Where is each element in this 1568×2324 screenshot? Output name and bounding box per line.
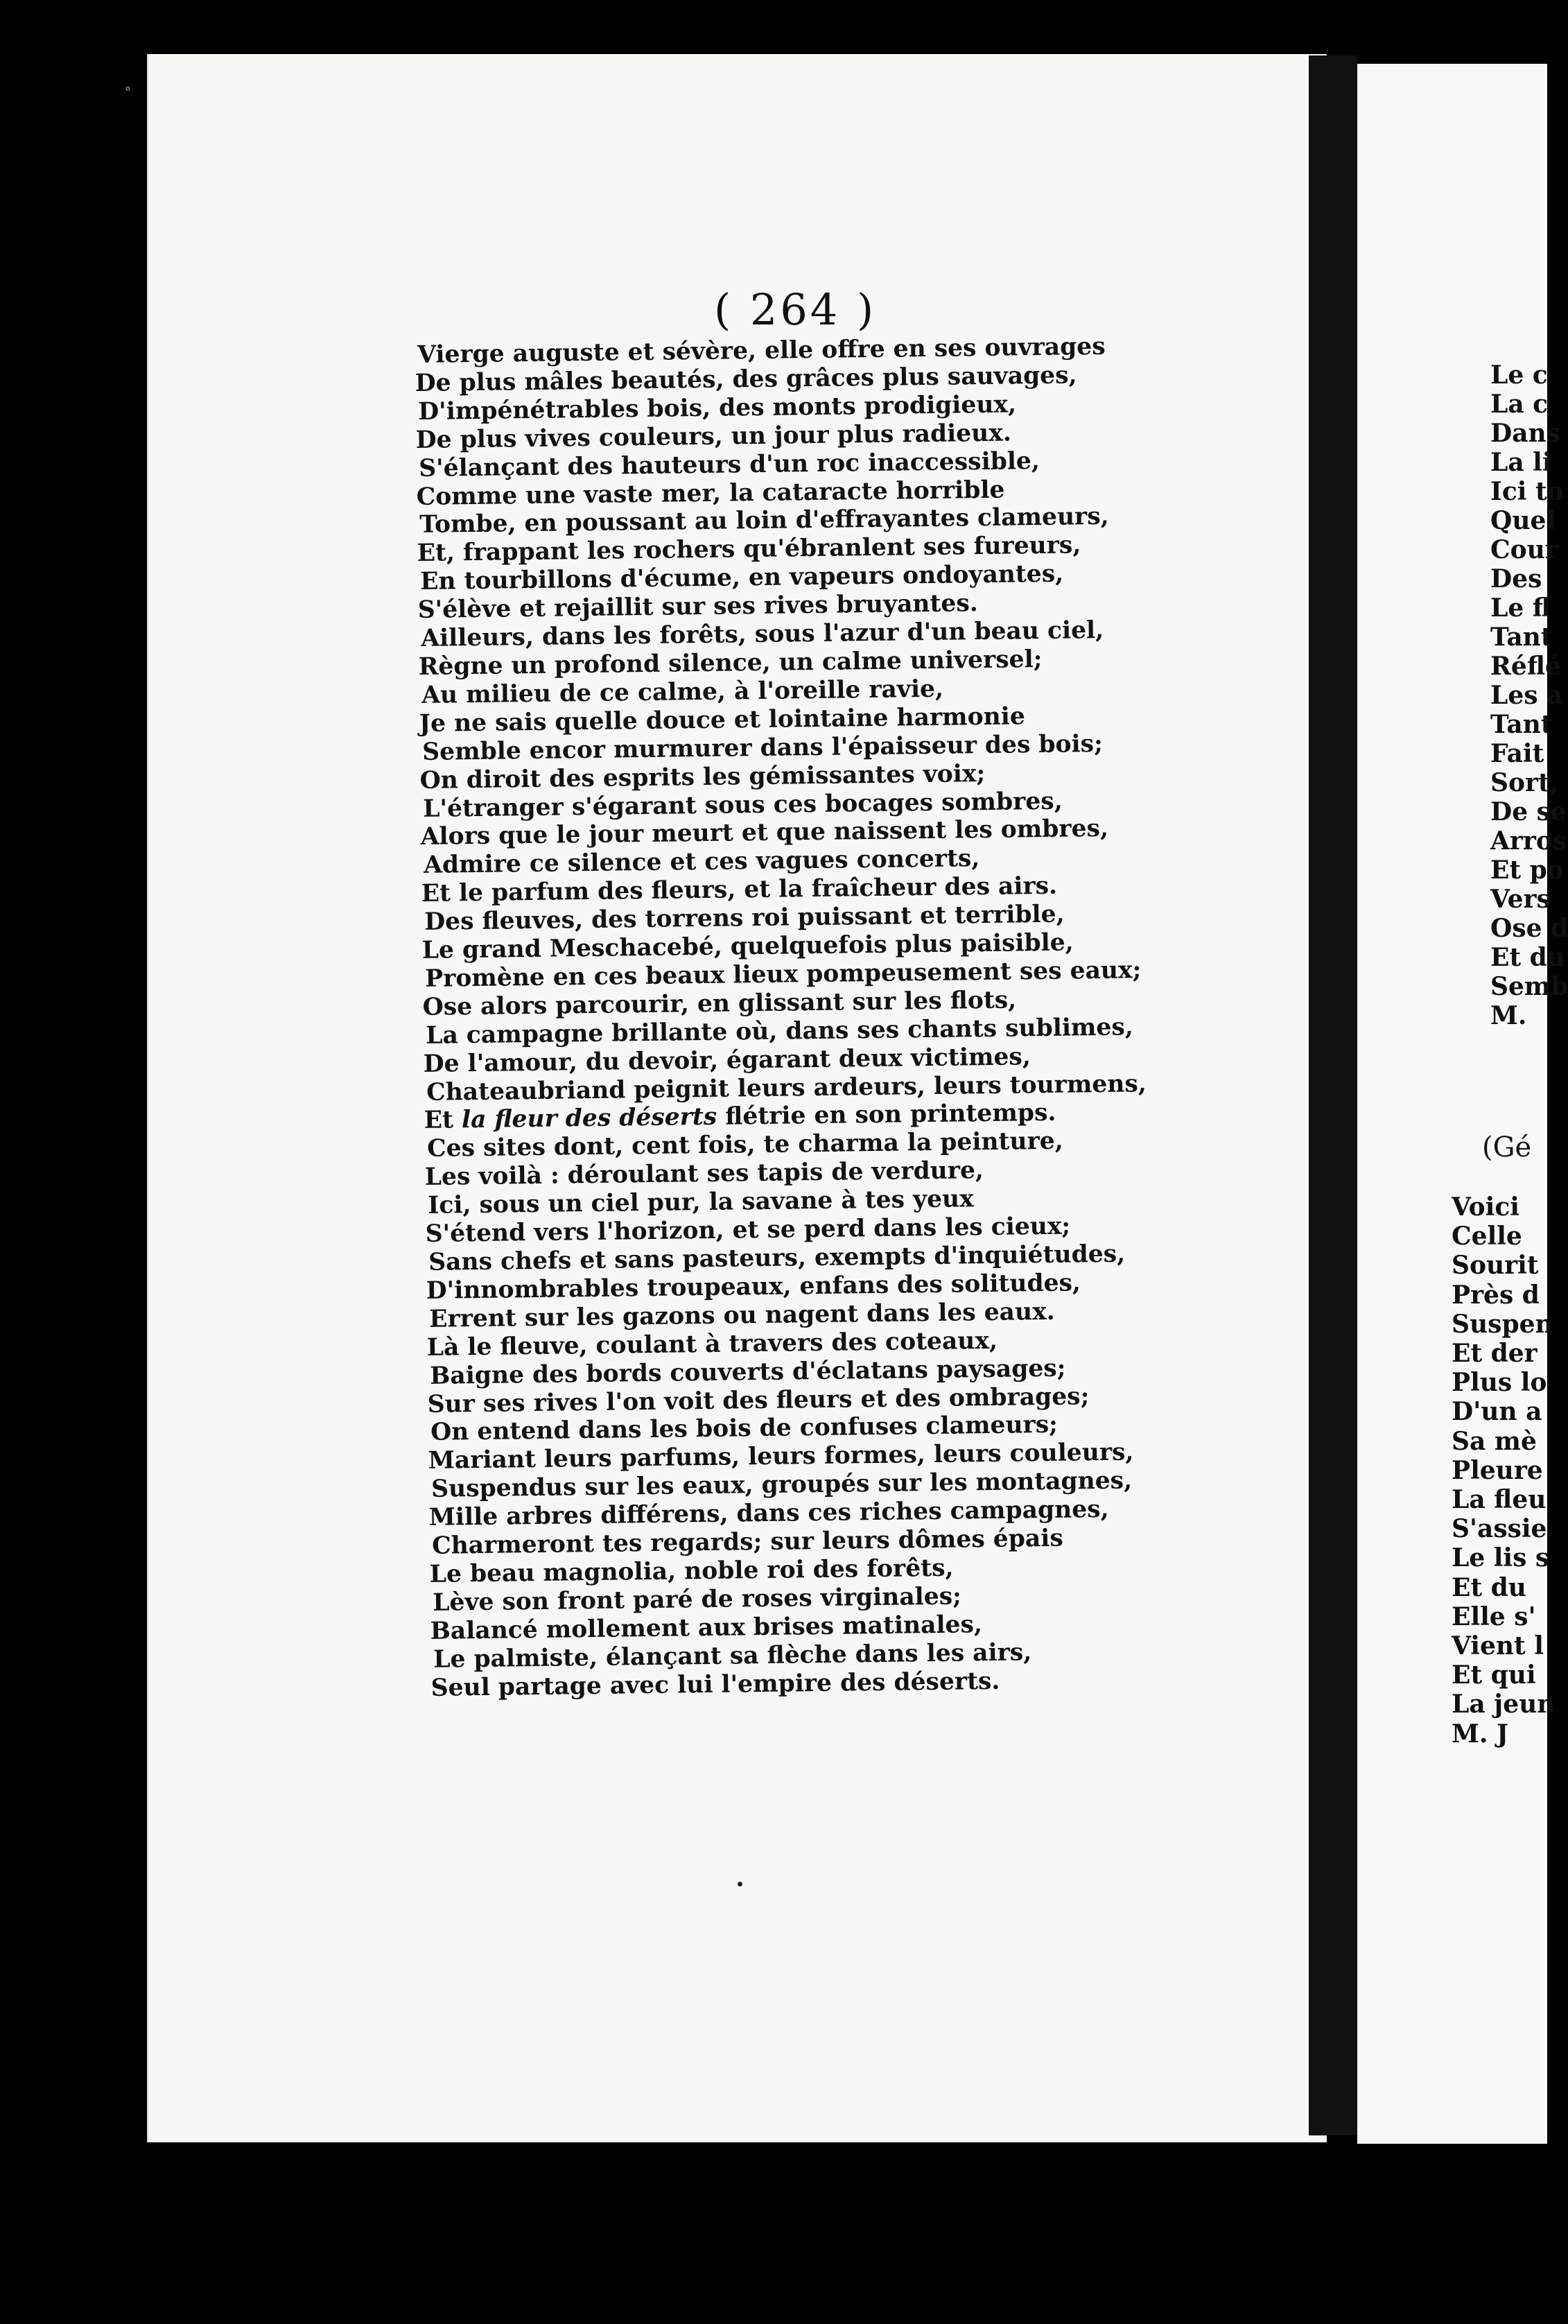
poem-line: Vierge auguste et sévère, elle offre en ses ouvrages — [417, 332, 1106, 369]
poem-line: Chateaubriand peignit leurs ardeurs, leurs tourmens, — [426, 1069, 1147, 1107]
poem-line: De plus mâles beautés, des grâces plus sauvages, — [415, 361, 1077, 397]
right-page-fragment: Vers — [1490, 885, 1551, 914]
poem-line: S'élançant des hauteurs d'un roc inaccessible, — [418, 446, 1040, 483]
right-page-fragment: Sort, — [1490, 768, 1559, 797]
right-page-fragment: La c — [1490, 390, 1549, 419]
right-page-fragment: Et der — [1452, 1339, 1537, 1369]
right-page-fragment: Ose d — [1490, 914, 1568, 943]
right-page-fragment: Et du — [1452, 1572, 1526, 1602]
ink-dot — [738, 1882, 742, 1887]
poem-line: Ose alors parcourir, en glissant sur les flots, — [422, 986, 1017, 1021]
right-page-fragment: Et du — [1490, 943, 1565, 972]
poem-line: Promène en ces beaux lieux pompeusement ses eaux; — [424, 956, 1142, 993]
poem-line: Les voilà : déroulant ses tapis de verdure, — [424, 1156, 984, 1192]
right-page-fragment: Cour — [1490, 535, 1558, 564]
right-page-fragment: La fleu — [1452, 1485, 1547, 1515]
right-page-fragment: Vient l — [1452, 1631, 1544, 1661]
poem-line: Et la fleur des déserts flétrie en son printemps. — [424, 1099, 1056, 1135]
poem-line: Semble encor murmurer dans l'épaisseur des bois; — [421, 729, 1104, 766]
poem-line: Et le parfum des fleurs, et la fraîcheur des airs. — [421, 872, 1058, 908]
right-page-fragment: S'assie — [1452, 1514, 1547, 1544]
poem-line: D'impénétrables bois, des monts prodigieux, — [417, 390, 1017, 426]
right-page-fragment: Plus lo — [1452, 1368, 1547, 1398]
right-page-fragment: Des — [1490, 564, 1542, 593]
poem-line: Au milieu de ce calme, à l'oreille ravie, — [421, 675, 944, 709]
right-page-fragment: M. — [1490, 1001, 1527, 1030]
right-page-fragment: Pleure — [1452, 1455, 1543, 1485]
poem-line: S'étend vers l'horizon, et se perd dans les cieux; — [425, 1212, 1071, 1248]
poem-line: Charmeront tes regards; sur leurs dômes épais — [431, 1524, 1063, 1560]
right-page-fragment: Les a — [1490, 681, 1563, 710]
poem-line: D'innombrables troupeaux, enfans des solitudes, — [426, 1269, 1081, 1305]
poem-line: S'élève et rejaillit sur ses rives bruyantes. — [417, 589, 979, 625]
right-page-fragment: Le lis s — [1452, 1543, 1550, 1573]
poem-line: Tombe, en poussant au loin d'effrayantes clameurs, — [419, 503, 1109, 539]
right-page-fragment: Tant — [1490, 623, 1553, 652]
edge-mark: ° — [125, 85, 131, 99]
poem-line: On diroit des esprits les gémissantes voix; — [419, 759, 986, 795]
poem-line: Sans chefs et sans pasteurs, exempts d'inquiétudes, — [428, 1240, 1126, 1276]
poem-line: Comme une vaste mer, la cataracte horrible — [416, 476, 1005, 511]
poem-line: Baigne des bords couverts d'éclatans paysages; — [429, 1354, 1066, 1390]
italic-phrase: la fleur des déserts — [461, 1103, 717, 1134]
poem-line: Alors que le jour meurt et que naissent les ombres, — [420, 815, 1109, 851]
right-page-fragment: Le c — [1490, 361, 1548, 390]
poem-line: Sur ses rives l'on voit des fleurs et des ombrages; — [427, 1382, 1090, 1419]
right-page-fragment: Arros — [1490, 826, 1567, 856]
poem-line: Le grand Meschacebé, quelquefois plus paisible, — [421, 928, 1074, 964]
poem-line: Et, frappant les rochers qu'ébranlent ses fureurs, — [417, 531, 1081, 568]
right-page-fragment: Dans — [1490, 419, 1560, 448]
right-page-fragment: Et po — [1490, 856, 1564, 885]
poem-line: Le beau magnolia, noble roi des forêts, — [429, 1554, 954, 1588]
page-gutter — [1309, 55, 1357, 2135]
right-page-fragment: Semb — [1490, 972, 1568, 1001]
poem-line: On entend dans les bois de confuses clameurs; — [430, 1411, 1059, 1447]
poem-line: Suspendus sur les eaux, groupés sur les montagnes, — [430, 1466, 1133, 1504]
right-page-fragment: Voici — [1452, 1193, 1519, 1222]
poem-line: Je ne sais quelle douce et lointaine harmonie — [419, 702, 1025, 738]
right-page-top-fragments — [1490, 361, 1568, 1030]
poem-line: Mariant leurs parfums, leurs formes, leurs couleurs, — [428, 1438, 1134, 1475]
poem-line: Règne un profond silence, un calme universel; — [418, 645, 1043, 681]
poem-line: Ailleurs, dans les forêts, sous l'azur d'un beau ciel, — [420, 616, 1104, 652]
poem-line: De plus vives couleurs, un jour plus radieux. — [415, 419, 1012, 454]
right-page-heading: (Gé — [1482, 1131, 1532, 1163]
right-page-fragment: Près d — [1452, 1280, 1540, 1310]
right-page-fragment: Fait — [1490, 739, 1544, 768]
poem-line: Des fleuves, des torrens roi puissant et terrible, — [424, 900, 1065, 937]
right-page-fragment: De se — [1490, 797, 1567, 826]
poem-text — [415, 332, 1194, 1703]
poem-line: Ici, sous un ciel pur, la savane à tes yeux — [427, 1185, 974, 1220]
poem-line: L'étranger s'égarant sous ces bocages sombres, — [422, 787, 1063, 823]
poem-line: Lève son front paré de roses virginales; — [432, 1582, 962, 1617]
right-page-fragment: Suspen — [1452, 1309, 1553, 1339]
right-page-fragment: Tant — [1490, 710, 1553, 739]
right-page-fragment: Ici to — [1490, 477, 1564, 506]
right-page-fragment: M. J — [1452, 1719, 1508, 1749]
right-page-fragment: Elle s' — [1452, 1602, 1536, 1631]
poem-line: Là le fleuve, coulant à travers des coteaux, — [426, 1326, 998, 1362]
poem-line: Mille arbres différens, dans ces riches campagnes, — [428, 1495, 1109, 1532]
poem-line: Ces sites dont, cent fois, te charma la peinture, — [426, 1127, 1063, 1163]
poem-line: Admire ce silence et ces vagues concerts, — [423, 844, 980, 880]
right-page-fragment: La li — [1490, 448, 1552, 477]
poem-line: Balancé mollement aux brises matinales, — [430, 1610, 983, 1645]
poem-line: Le palmiste, élançant sa flèche dans les airs, — [433, 1638, 1032, 1674]
poem-line: Errent sur les gazons ou nagent dans les eaux. — [428, 1297, 1055, 1333]
right-page-fragment: D'un a — [1452, 1397, 1542, 1427]
poem-line: Seul partage avec lui l'empire des déserts. — [430, 1667, 1000, 1702]
right-page-fragment: La jeun — [1452, 1690, 1556, 1719]
right-page-fragment: Sourit — [1452, 1251, 1539, 1281]
right-page-fragment: Sa mè — [1452, 1426, 1537, 1456]
right-page-fragment: Le fl — [1490, 593, 1551, 623]
poem-line: En tourbillons d'écume, en vapeurs ondoyantes, — [419, 560, 1064, 596]
right-page-fragment: Réflé — [1490, 652, 1561, 681]
right-page-fragment: Et qui — [1452, 1660, 1536, 1690]
page-number: ( 264 ) — [714, 284, 877, 335]
right-page-fragment: Quel — [1490, 506, 1556, 535]
poem-line: La campagne brillante où, dans ses chants sublimes, — [425, 1013, 1134, 1050]
poem-line: De l'amour, du devoir, égarant deux victimes, — [423, 1042, 1031, 1078]
right-page-fragment: Celle — [1452, 1222, 1522, 1251]
right-page-bottom-fragments — [1452, 1193, 1555, 1749]
